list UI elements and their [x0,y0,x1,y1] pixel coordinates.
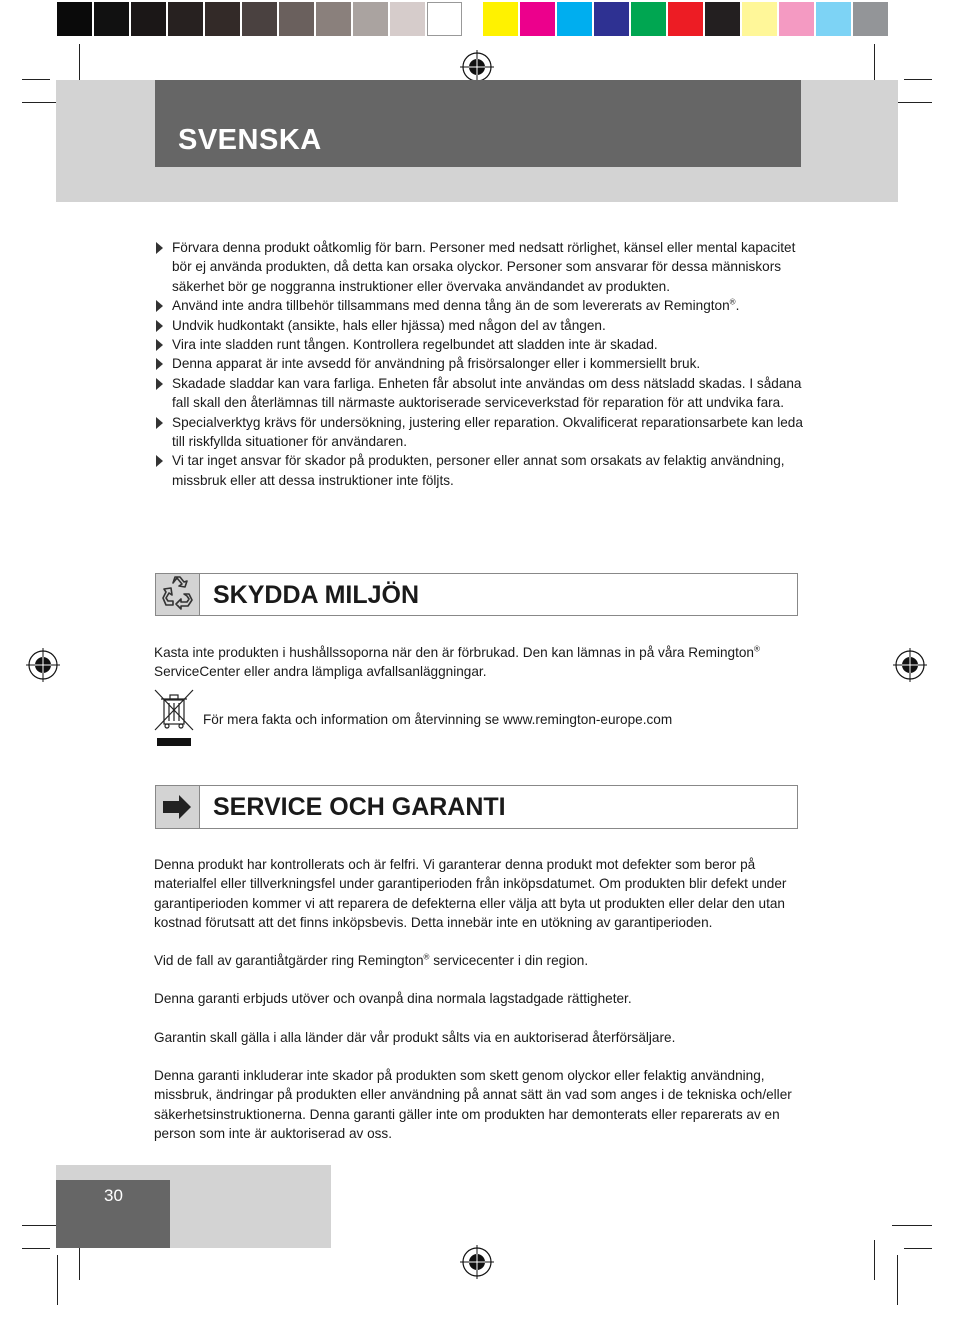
crop-mark [57,1255,58,1305]
bullet-arrow-icon [156,378,163,390]
bullet-arrow-icon [156,339,163,351]
crop-mark [904,79,932,80]
environment-section-heading [155,573,798,616]
recycling-info-text: För mera fakta och information om återvinning se www.remington-europe.com [203,712,673,727]
recycle-icon [156,574,199,615]
registration-mark-icon [893,648,927,682]
list-item: Skadade sladdar kan vara farliga. Enheten får absolut inte användas om dess nätsladd skadas. I sådana fall skall den återlämnas till närmaste auktoriserade serviceverkstad för reparation för att undvika fara. [154,374,804,413]
warranty-paragraph-4: Denna garanti inkluderar inte skador på produkten som skett genom olyckor eller felaktig användning, missbruk, ändringar på produkten eller användning på annat sätt än vad som anges i de tekniska och/eller säkerhetsinstruktionerna. Denna garanti gäller inte om produkten har demonterats eller reparerats av en person som inte är auktoriserad av oss. [154,1068,792,1142]
color-swatch [853,2,888,36]
color-swatch [705,2,740,36]
color-swatch [520,2,555,36]
color-swatch [353,2,388,36]
bullet-arrow-icon [156,358,163,370]
color-swatch [779,2,814,36]
crop-mark [892,102,932,103]
color-swatch [557,2,592,36]
color-swatch [205,2,240,36]
arrow-right-icon [156,786,199,828]
warranty-paragraph-1b: Vid de fall av garantiåtgärder ring Remington® servicecenter i din region. [154,952,589,968]
list-item: Använd inte andra tillbehör tillsammans med denna tång än de som levererats av Remington®. [154,296,804,315]
recycle-icon-box [156,574,200,615]
page-number: 30 [104,1186,123,1205]
crop-mark [892,1225,932,1226]
color-swatch [668,2,703,36]
list-item: Specialverktyg krävs för undersökning, justering eller reparation. Okvalificerat reparationsarbete kan leda till riskfyllda situationer för användaren. [154,413,804,452]
bullet-arrow-icon [156,417,163,429]
bullet-arrow-icon [156,300,163,312]
color-swatch [742,2,777,36]
color-swatch [316,2,351,36]
color-swatch [483,2,518,36]
warranty-paragraph-1: Denna produkt har kontrollerats och är felfri. Vi garanterar denna produkt mot defekter som beror på materialfel eller tillverkningsfel under garantiperioden från inköpsdatumet. Om produkten blir defekt under garantiperioden kommer vi att reparera de defekterna eller välja att byta ut produkten eller delar den utan kostnad förutsatt att det finns inköpsbevis. Detta innebär inte en utökning av garantiperioden. [154,857,787,931]
crop-mark [897,1255,898,1305]
color-swatch [94,2,129,36]
service-section-heading [155,785,798,829]
color-swatch [427,2,462,36]
bullet-arrow-icon [156,242,163,254]
gray-color-bar [57,2,464,38]
color-swatch [57,2,92,36]
list-item: Undvik hudkontakt (ansikte, hals eller hjässa) med någon del av tången. [154,316,804,335]
crop-mark [904,1248,932,1249]
safety-bullet-list [154,238,804,490]
bullet-arrow-icon [156,320,163,332]
color-swatch [631,2,666,36]
list-item: Denna apparat är inte avsedd för användning på frisörsalonger eller i kommersiellt bruk. [154,354,804,373]
warranty-paragraph-2: Denna garanti erbjuds utöver och ovanpå dina normala lagstadgade rättigheter. [154,991,632,1006]
color-swatch [594,2,629,36]
registration-mark-icon [460,50,494,84]
environment-title: SKYDDA MILJÖN [213,581,420,609]
crop-mark [874,1240,875,1280]
color-swatch [168,2,203,36]
color-swatch [816,2,851,36]
registration-mark-icon [460,1245,494,1279]
weee-crossed-bin-icon [153,688,195,748]
environment-paragraph: Kasta inte produkten i hushållssoporna när den är förbrukad. Den kan lämnas in på våra Remington® ServiceCenter eller andra lämpliga avfallsanläggningar. [154,644,760,680]
color-swatch [242,2,277,36]
list-item: Vi tar inget ansvar för skador på produkten, personer eller annat som orsakats av felaktig användning, missbruk eller att dessa instruktioner inte följts. [154,451,804,490]
color-swatch [390,2,425,36]
color-swatch [279,2,314,36]
list-item: Vira inte sladden runt tången. Kontrollera regelbundet att sladden inte är skadad. [154,335,804,354]
bullet-arrow-icon [156,455,163,467]
process-color-bar [483,2,890,38]
crop-mark [22,1248,50,1249]
page-title: SVENSKA [178,124,322,156]
arrow-icon-box [156,786,200,828]
crop-mark [22,79,50,80]
color-swatch [131,2,166,36]
list-item: Förvara denna produkt oåtkomlig för barn. Personer med nedsatt rörlighet, känsel eller mental kapacitet bör ej använda produkten, då detta kan orsaka olyckor. Personer som ansvarar för dessa människors säkerhet bör ge noggranna instruktioner eller övervaka användandet av produkten. [154,238,804,296]
service-title: SERVICE OCH GARANTI [213,793,506,821]
warranty-paragraph-3: Garantin skall gälla i alla länder där vår produkt sålts via en auktoriserad återförsäljare. [154,1030,676,1045]
registration-mark-icon [26,648,60,682]
